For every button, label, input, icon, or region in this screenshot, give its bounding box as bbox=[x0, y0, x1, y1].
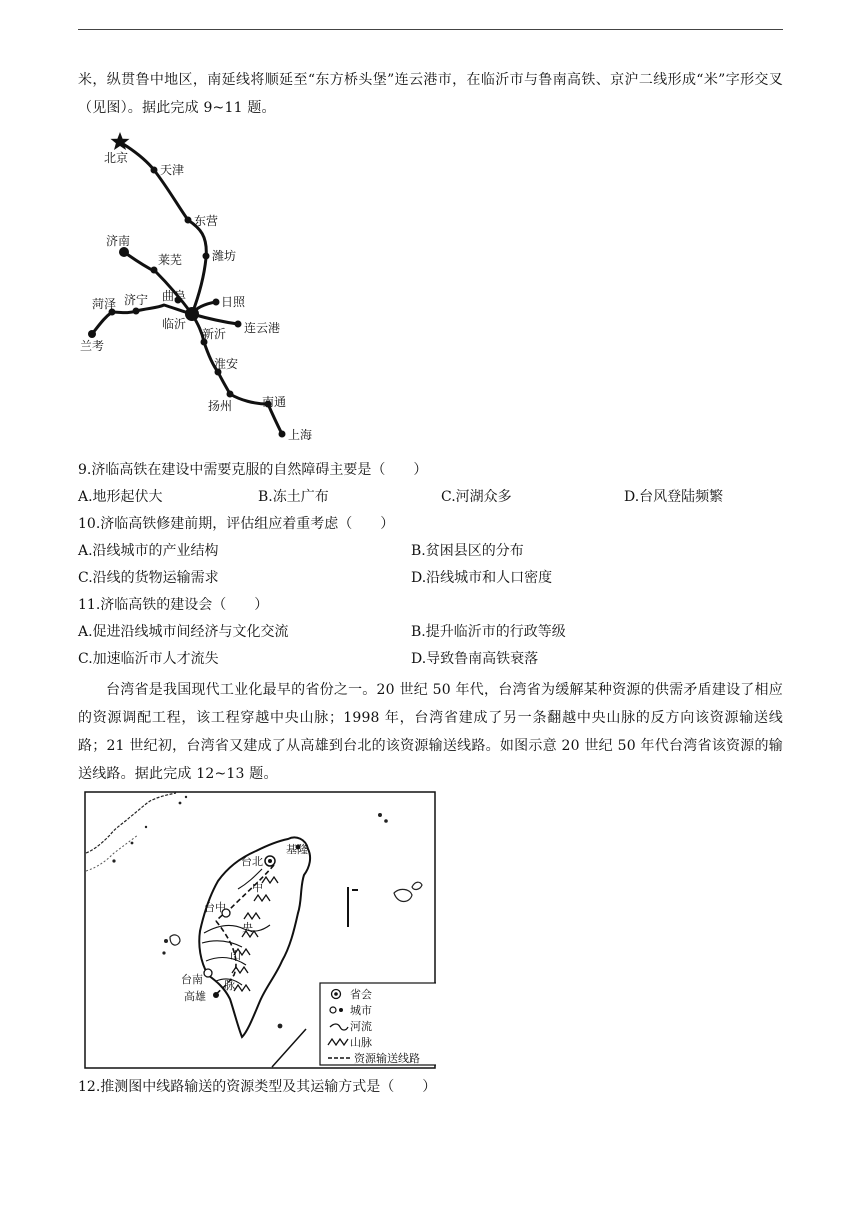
question-9: 9.济临高铁在建设中需要克服的自然障碍主要是（ ） bbox=[78, 462, 428, 478]
legend-city-dot-icon bbox=[339, 1008, 343, 1012]
label-mountain-4: 脉 bbox=[224, 979, 235, 992]
q9-option-b[interactable]: B.冻土广布 bbox=[258, 489, 329, 505]
city-dot bbox=[279, 431, 286, 438]
label-taizhong: 台中 bbox=[204, 901, 226, 914]
q10-option-d[interactable]: D.沿线城市和人口密度 bbox=[411, 570, 553, 586]
label-xinyi: 新沂 bbox=[202, 327, 227, 341]
city-dot bbox=[151, 167, 158, 174]
label-jinan: 济南 bbox=[106, 234, 131, 248]
city-dot bbox=[133, 308, 140, 315]
question-12: 12.推测图中线路输送的资源类型及其运输方式是（ ） bbox=[78, 1079, 437, 1095]
label-lianyungang: 连云港 bbox=[244, 321, 281, 335]
taiwan-resource-map bbox=[84, 791, 436, 1069]
gaoxiong-dot bbox=[213, 992, 219, 998]
q11-option-c[interactable]: C.加速临沂市人才流失 bbox=[78, 651, 219, 667]
label-tainan: 台南 bbox=[181, 973, 203, 986]
label-linyi: 临沂 bbox=[162, 317, 187, 331]
legend-river-label: 河流 bbox=[350, 1020, 372, 1033]
city-dot bbox=[235, 321, 242, 328]
question-10: 10.济临高铁修建前期，评估组应着重考虑（ ） bbox=[78, 516, 395, 532]
legend-route-label: 资源输送线路 bbox=[354, 1052, 420, 1065]
map-legend bbox=[320, 983, 436, 1065]
city-dot bbox=[151, 267, 158, 274]
label-mountain-2: 央 bbox=[242, 921, 253, 934]
label-lankao: 兰考 bbox=[80, 339, 105, 353]
q9-option-d[interactable]: D.台风登陆频繁 bbox=[624, 489, 724, 505]
city-dot bbox=[213, 299, 220, 306]
label-beijing: 北京 bbox=[104, 151, 129, 165]
city-dot bbox=[119, 247, 129, 257]
q11-option-d[interactable]: D.导致鲁南高铁衰落 bbox=[411, 651, 539, 667]
legend-city-label: 城市 bbox=[350, 1004, 372, 1017]
label-rizhao: 日照 bbox=[221, 295, 246, 309]
label-huaian: 淮安 bbox=[214, 357, 239, 371]
label-taibei: 台北 bbox=[241, 855, 263, 868]
label-jilong: 基隆 bbox=[286, 843, 308, 856]
linyi-hub-dot bbox=[185, 307, 199, 321]
intro-paragraph: 米，纵贯鲁中地区，南延线将顺延至“东方桥头堡”连云港市，在临沂市与鲁南高铁、京沪二线形成“米”字形交叉（见图）。据此完成 9~11 题。 bbox=[78, 72, 783, 116]
label-mountain-3: 山 bbox=[230, 949, 241, 962]
q11-option-b[interactable]: B.提升临沂市的行政等级 bbox=[411, 624, 566, 640]
taiwan-paragraph: 台湾省是我国现代工业化最早的省份之一。20 世纪 50 年代，台湾省为缓解某种资源的供需矛盾建设了相应的资源调配工程，该工程穿越中央山脉；1998 年，台湾省建成了另一条翻越中央山脉的反方向该资源输送线路；21 世纪初，台湾省又建成了从高雄到台北的该资源输送线路。如图示意 20 世纪 50 年代台湾省该资源的输送线路。据此完成 12~13 题。 bbox=[78, 682, 783, 782]
city-dot bbox=[203, 253, 210, 260]
label-laiwu: 莱芜 bbox=[158, 253, 183, 267]
question-11: 11.济临高铁的建设会（ ） bbox=[78, 597, 269, 613]
q11-option-a[interactable]: A.促进沿线城市间经济与文化交流 bbox=[78, 624, 289, 640]
city-markers bbox=[88, 167, 286, 438]
legend-mountain-label: 山脉 bbox=[350, 1036, 372, 1049]
q10-option-a[interactable]: A.沿线城市的产业结构 bbox=[78, 543, 219, 559]
label-yangzhou: 扬州 bbox=[208, 399, 233, 413]
tainan-city-icon bbox=[204, 969, 212, 977]
label-nantong: 南通 bbox=[262, 395, 287, 409]
rail-network-map bbox=[78, 128, 338, 450]
q10-option-c[interactable]: C.沿线的货物运输需求 bbox=[78, 570, 219, 586]
q9-option-c[interactable]: C.河湖众多 bbox=[441, 489, 512, 505]
q10-option-b[interactable]: B.贫困县区的分布 bbox=[411, 543, 524, 559]
city-dot bbox=[227, 391, 234, 398]
header-rule bbox=[78, 29, 783, 30]
rail-lines bbox=[92, 142, 282, 434]
label-tianjin: 天津 bbox=[160, 163, 185, 177]
label-jining: 济宁 bbox=[124, 293, 149, 307]
label-shanghai: 上海 bbox=[288, 428, 313, 442]
label-mountain-1: 中 bbox=[252, 881, 263, 894]
city-dot bbox=[185, 217, 192, 224]
legend-capital-label: 省会 bbox=[350, 988, 372, 1001]
city-dot bbox=[88, 330, 96, 338]
label-weifang: 潍坊 bbox=[212, 249, 237, 263]
legend-city-open-icon bbox=[330, 1007, 336, 1013]
city-labels bbox=[80, 150, 312, 442]
label-heze: 菏泽 bbox=[92, 297, 117, 311]
label-qufu: 曲阜 bbox=[162, 289, 187, 303]
label-dongying: 东营 bbox=[194, 214, 219, 228]
q9-option-a[interactable]: A.地形起伏大 bbox=[78, 489, 163, 505]
label-gaoxiong: 高雄 bbox=[184, 990, 206, 1003]
